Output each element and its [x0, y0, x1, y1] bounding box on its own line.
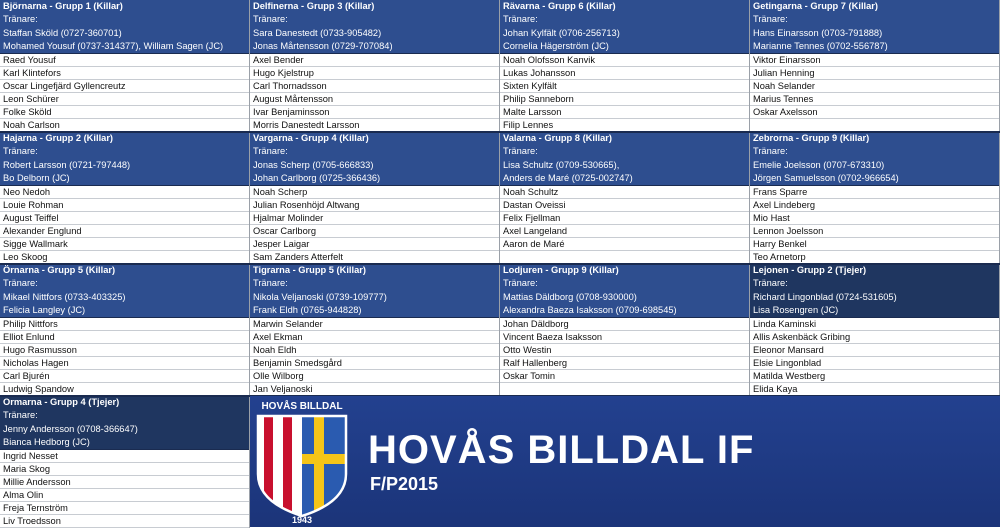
trainer-label: Tränare: — [753, 14, 788, 25]
player-row: Elsie Lingonblad — [750, 357, 999, 370]
player-list — [0, 318, 249, 396]
player-row: August Teiffel — [0, 212, 249, 225]
trainer-name: Mohamed Yousuf (0737-314377), William Sagen (JC) — [3, 40, 224, 51]
player-row: Harry Benkel — [750, 238, 999, 251]
player-row: Elliot Enlund — [0, 331, 249, 344]
trainer-name: Felicia Langley (JC) — [3, 304, 86, 315]
player-row: Otto Westin — [500, 344, 749, 357]
player-list — [500, 54, 749, 132]
player-list — [0, 450, 249, 528]
player-row: Sigge Wallmark — [0, 238, 249, 251]
player-row: Oskar Axelsson — [750, 106, 999, 119]
player-row: Benjamin Smedsgård — [250, 357, 499, 370]
team-title: Ormarna - Grupp 4 (Tjejer) — [3, 397, 120, 407]
player-row: Hugo Rasmusson — [0, 344, 249, 357]
trainer-name: Lisa Schultz (0709-530665), — [503, 159, 620, 170]
trainer-name: Sara Danestedt (0733-905482) — [253, 27, 382, 38]
trainer-name: Jenny Andersson (0708-366647) — [3, 423, 138, 434]
player-list — [250, 318, 499, 396]
team-title: Valarna - Grupp 8 (Killar) — [503, 133, 613, 143]
player-row: Leo Skoog — [0, 251, 249, 264]
player-row: Morris Danestedt Larsson — [250, 119, 499, 132]
team-header — [750, 132, 999, 186]
player-row: Noah Olofsson Kanvik — [500, 54, 749, 67]
team-header — [0, 396, 249, 450]
player-row: Axel Lindeberg — [750, 199, 999, 212]
player-row: Axel Langeland — [500, 225, 749, 238]
team-header — [500, 264, 749, 318]
player-row: Noah Schultz — [500, 186, 749, 199]
player-row: Freja Ternström — [0, 502, 249, 515]
player-row: Felix Fjellman — [500, 212, 749, 225]
player-row: Sam Zanders Atterfelt — [250, 251, 499, 264]
trainer-name: Hans Einarsson (0703-791888) — [753, 27, 883, 38]
team-card — [0, 396, 250, 528]
player-row: Ingrid Nesset — [0, 450, 249, 463]
player-row: Johan Däldborg — [500, 318, 749, 331]
player-row: Matilda Westberg — [750, 370, 999, 383]
player-row: Sixten Kylfält — [500, 80, 749, 93]
trainer-name: Mattias Däldborg (0708-930000) — [503, 291, 637, 302]
player-row: Lukas Johansson — [500, 67, 749, 80]
trainer-label: Tränare: — [3, 410, 38, 421]
player-row: Nicholas Hagen — [0, 357, 249, 370]
player-row: Viktor Einarsson — [750, 54, 999, 67]
player-row: Carl Bjurén — [0, 370, 249, 383]
player-row: Folke Sköld — [0, 106, 249, 119]
player-row: Carl Thornadsson — [250, 80, 499, 93]
club-crest-logo — [250, 396, 354, 527]
team-card — [500, 132, 750, 264]
player-list — [750, 54, 999, 132]
crest-top-text: HOVÅS BILLDAL — [261, 401, 343, 412]
player-row: Allis Askenbäck Gribing — [750, 331, 999, 344]
club-name: HOVÅS BILLDAL IF — [368, 428, 755, 472]
team-header — [750, 264, 999, 318]
player-row: Lennon Joelsson — [750, 225, 999, 238]
trainer-label: Tränare: — [253, 278, 288, 289]
team-title: Getingarna - Grupp 7 (Killar) — [753, 1, 879, 11]
trainer-name: Johan Kylfält (0706-256713) — [503, 27, 620, 38]
player-list — [500, 318, 749, 396]
player-list — [750, 186, 999, 264]
trainer-name: Frank Eldh (0765-944828) — [253, 304, 362, 315]
trainer-name: Robert Larsson (0721-797448) — [3, 159, 131, 170]
player-row: Eleonor Mansard — [750, 344, 999, 357]
player-row: Linda Kaminski — [750, 318, 999, 331]
trainer-name: Staffan Sköld (0727-360701) — [3, 27, 122, 38]
team-card — [250, 0, 500, 132]
player-row: Hugo Kjelstrup — [250, 67, 499, 80]
player-row: Jesper Laigar — [250, 238, 499, 251]
player-row: Oskar Tomin — [500, 370, 749, 383]
player-row: Ralf Hallenberg — [500, 357, 749, 370]
trainer-name: Jörgen Samuelsson (0702-966654) — [753, 172, 899, 183]
team-card — [750, 0, 1000, 132]
player-row: Noah Eldh — [250, 344, 499, 357]
player-row: Vincent Baeza Isaksson — [500, 331, 749, 344]
club-subtitle: F/P2015 — [370, 474, 439, 494]
team-title: Lejonen - Grupp 2 (Tjejer) — [753, 265, 867, 275]
player-row: Dastan Oveissi — [500, 199, 749, 212]
player-list — [500, 186, 749, 264]
team-card — [250, 264, 500, 396]
trainer-label: Tränare: — [503, 278, 538, 289]
player-row: Louie Rohman — [0, 199, 249, 212]
player-row: August Mårtensson — [250, 93, 499, 106]
player-row: Noah Scherp — [250, 186, 499, 199]
team-title: Delfinerna - Grupp 3 (Killar) — [253, 1, 375, 11]
trainer-name: Jonas Scherp (0705-666833) — [253, 159, 374, 170]
team-card — [0, 132, 250, 264]
player-row: Ludwig Spandow — [0, 383, 249, 396]
trainer-name: Bianca Hedborg (JC) — [3, 436, 90, 447]
team-title: Rävarna - Grupp 6 (Killar) — [503, 1, 616, 11]
player-list — [250, 186, 499, 264]
player-row: Mio Hast — [750, 212, 999, 225]
player-row: Axel Bender — [250, 54, 499, 67]
club-banner — [250, 396, 1000, 527]
team-card — [0, 0, 250, 132]
team-title: Lodjuren - Grupp 9 (Killar) — [503, 265, 619, 275]
trainer-label: Tränare: — [753, 146, 788, 157]
player-row: Philip Sanneborn — [500, 93, 749, 106]
trainer-name: Johan Carlborg (0725-366436) — [253, 172, 381, 183]
trainer-label: Tränare: — [3, 146, 38, 157]
trainer-name: Bo Delborn (JC) — [3, 172, 70, 183]
trainer-label: Tränare: — [503, 146, 538, 157]
player-row: Jan Veljanoski — [250, 383, 499, 396]
team-header — [250, 0, 499, 54]
player-row: Oscar Lingefjärd Gyllencreutz — [0, 80, 249, 93]
trainer-name: Alexandra Baeza Isaksson (0709-698545) — [503, 304, 677, 315]
player-list — [0, 54, 249, 132]
player-row: Olle Wilborg — [250, 370, 499, 383]
player-row: Teo Arnetorp — [750, 251, 999, 264]
trainer-name: Nikola Veljanoski (0739-109777) — [253, 291, 387, 302]
trainer-name: Mikael Nittfors (0733-403325) — [3, 291, 126, 302]
trainer-label: Tränare: — [503, 14, 538, 25]
trainer-label: Tränare: — [253, 14, 288, 25]
player-row: Julian Henning — [750, 67, 999, 80]
player-row: Julian Rosenhöjd Altwang — [250, 199, 499, 212]
team-header — [0, 264, 249, 318]
team-header — [0, 132, 249, 186]
player-row: Noah Carlson — [0, 119, 249, 132]
team-title: Zebrorna - Grupp 9 (Killar) — [753, 133, 870, 143]
team-card — [0, 264, 250, 396]
trainer-name: Cornelia Hägerström (JC) — [503, 40, 609, 51]
player-row: Millie Andersson — [0, 476, 249, 489]
team-title: Vargarna - Grupp 4 (Killar) — [253, 133, 369, 143]
player-row: Liv Troedsson — [0, 515, 249, 528]
player-row: Aaron de Maré — [500, 238, 749, 251]
team-title: Björnarna - Grupp 1 (Killar) — [3, 1, 123, 11]
trainer-label: Tränare: — [253, 146, 288, 157]
team-header — [250, 264, 499, 318]
team-title: Hajarna - Grupp 2 (Killar) — [3, 133, 114, 143]
team-card — [500, 0, 750, 132]
player-list — [250, 54, 499, 132]
team-header — [250, 132, 499, 186]
player-row: Marius Tennes — [750, 93, 999, 106]
player-row: Axel Ekman — [250, 331, 499, 344]
team-header — [500, 0, 749, 54]
player-row: Philip Nittfors — [0, 318, 249, 331]
trainer-name: Emelie Joelsson (0707-673310) — [753, 159, 885, 170]
trainer-label: Tränare: — [3, 14, 38, 25]
player-list — [750, 318, 999, 396]
trainer-name: Marianne Tennes (0702-556787) — [753, 40, 888, 51]
trainer-label: Tränare: — [3, 278, 38, 289]
player-row: Filip Lennes — [500, 119, 749, 132]
player-row: Hjalmar Molinder — [250, 212, 499, 225]
trainer-label: Tränare: — [753, 278, 788, 289]
team-card — [250, 132, 500, 264]
team-title: Tigrarna - Grupp 5 (Killar) — [253, 265, 366, 275]
trainer-name: Anders de Maré (0725-002747) — [503, 172, 633, 183]
crest-year: 1943 — [291, 515, 313, 525]
trainer-name: Lisa Rosengren (JC) — [753, 304, 839, 315]
player-row: Elida Kaya — [750, 383, 999, 396]
player-row: Marwin Selander — [250, 318, 499, 331]
team-header — [750, 0, 999, 54]
team-title: Örnarna - Grupp 5 (Killar) — [3, 265, 116, 275]
player-row: Karl Klintefors — [0, 67, 249, 80]
player-row: Alexander Englund — [0, 225, 249, 238]
team-card — [750, 264, 1000, 396]
player-row: Neo Nedoh — [0, 186, 249, 199]
player-row: Oscar Carlborg — [250, 225, 499, 238]
team-card — [500, 264, 750, 396]
team-card — [750, 132, 1000, 264]
team-header — [500, 132, 749, 186]
player-row: Frans Sparre — [750, 186, 999, 199]
row-separator — [0, 131, 1000, 133]
player-row: Noah Selander — [750, 80, 999, 93]
player-list — [0, 186, 249, 264]
player-row: Malte Larsson — [500, 106, 749, 119]
row-separator — [0, 263, 1000, 265]
team-header — [0, 0, 249, 54]
player-row: Ivar Benjaminsson — [250, 106, 499, 119]
player-row: Maria Skog — [0, 463, 249, 476]
player-row: Raed Yousuf — [0, 54, 249, 67]
trainer-name: Jonas Mårtensson (0729-707084) — [253, 40, 393, 51]
trainer-name: Richard Lingonblad (0724-531605) — [753, 291, 897, 302]
player-row: Leon Schürer — [0, 93, 249, 106]
player-row: Alma Olin — [0, 489, 249, 502]
